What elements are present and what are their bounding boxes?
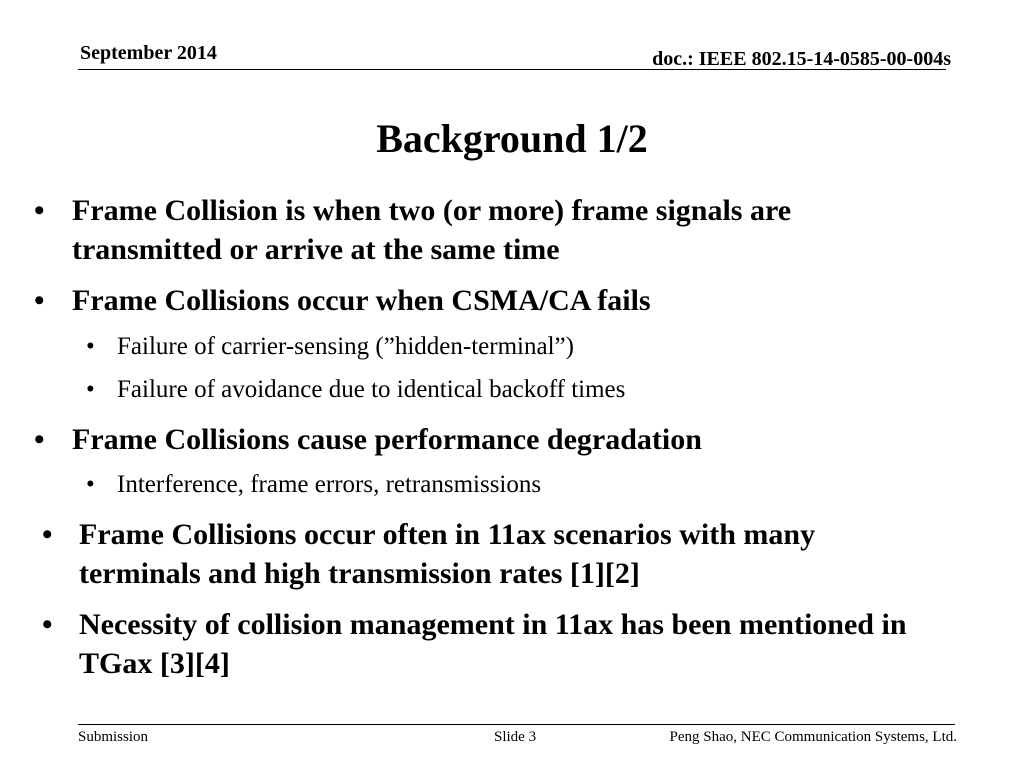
- bullet-glyph: •: [86, 471, 95, 498]
- footer-submission: Submission: [78, 729, 149, 745]
- bullet-glyph: •: [34, 423, 45, 456]
- sub-bullet-item: [86, 469, 926, 501]
- bullet-text: Frame Collision is when two (or more) frame signals are transmitted or arrive at the same time: [72, 194, 792, 266]
- slide-title: Background 1/2: [376, 116, 648, 161]
- sub-bullet-text: Failure of avoidance due to identical backoff times: [117, 376, 626, 403]
- footer-slide-number: Slide 3: [494, 729, 537, 745]
- bullet-text: Frame Collisions cause performance degradation: [72, 423, 702, 456]
- bullet-glyph: •: [42, 518, 53, 551]
- bullet-item: [42, 515, 942, 593]
- sub-bullet-text: Interference, frame errors, retransmissions: [117, 471, 542, 498]
- bullet-item: [34, 281, 934, 320]
- header-date: September 2014: [80, 42, 217, 64]
- bullet-glyph: •: [34, 284, 45, 317]
- sub-bullet-text: Failure of carrier-sensing (”hidden-terminal”): [117, 333, 574, 360]
- header-doc-id: doc.: IEEE 802.15-14-0585-00-004s: [652, 48, 951, 70]
- bullet-item: [42, 605, 977, 683]
- bullet-item: [34, 420, 934, 459]
- bullet-text: Necessity of collision management in 11ax has been mentioned in TGax [3][4]: [79, 608, 907, 680]
- bullet-glyph: •: [86, 333, 95, 360]
- bullet-item: [34, 191, 934, 269]
- bullet-text: Frame Collisions occur often in 11ax scenarios with many terminals and high transmission rates [1][2]: [79, 518, 816, 590]
- footer-author: Peng Shao, NEC Communication Systems, Ltd.: [669, 729, 957, 745]
- header-rule: [78, 69, 946, 70]
- bullet-glyph: •: [86, 376, 95, 403]
- sub-bullet-item: [86, 374, 926, 406]
- bullet-glyph: •: [42, 608, 53, 641]
- bullet-text: Frame Collisions occur when CSMA/CA fails: [72, 284, 651, 317]
- footer-rule: [78, 724, 955, 725]
- sub-bullet-item: [86, 331, 926, 363]
- bullet-glyph: •: [34, 194, 45, 227]
